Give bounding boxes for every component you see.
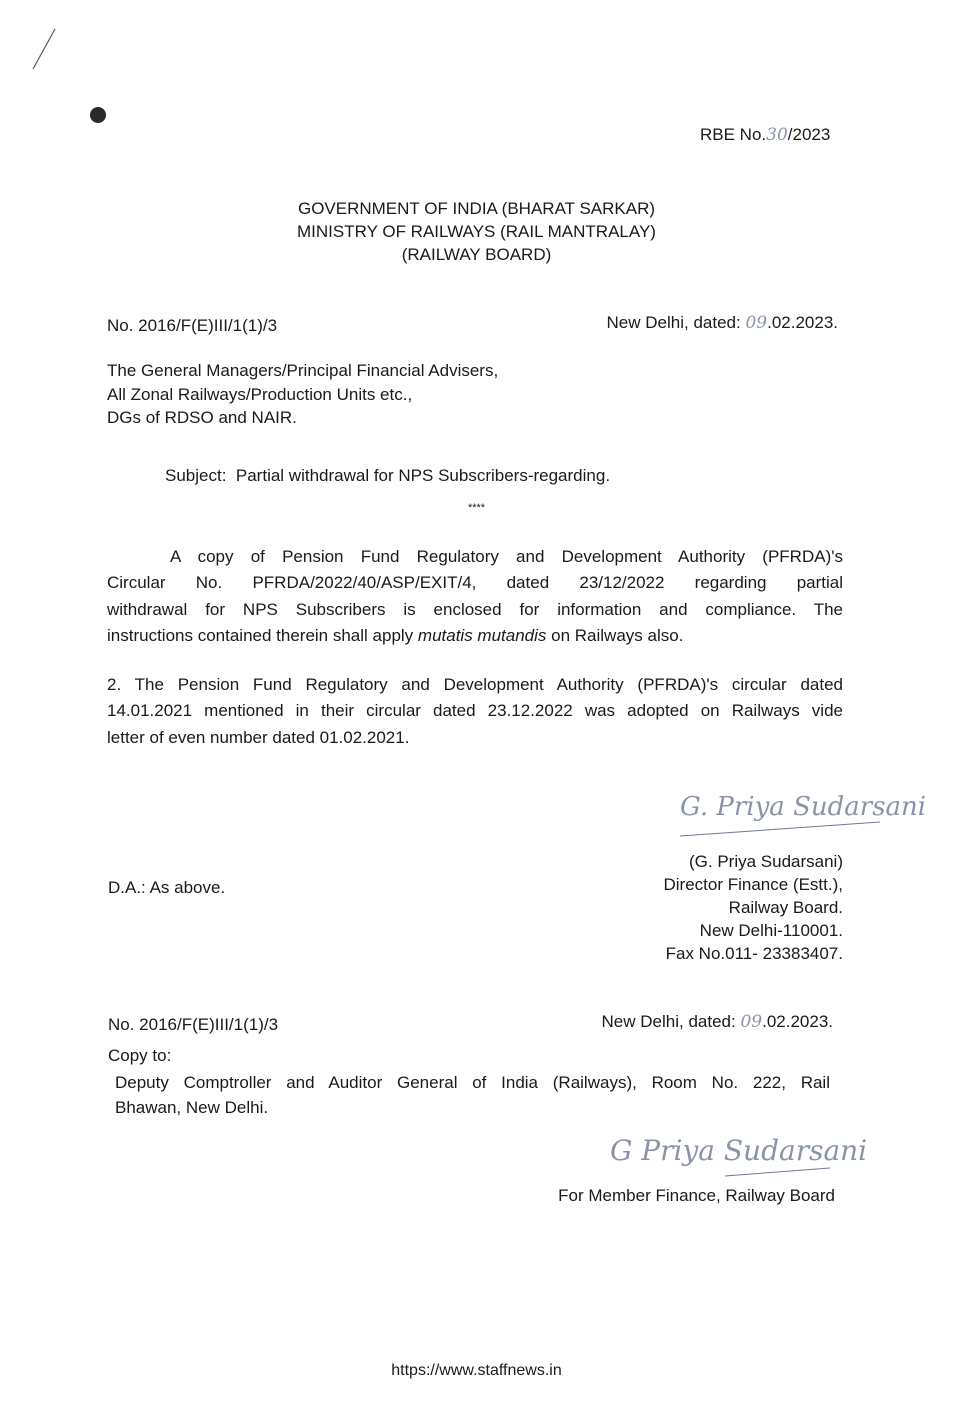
pen-mark	[25, 25, 65, 75]
copy-to-label: Copy to:	[108, 1046, 172, 1065]
copy-date: New Delhi, dated: 09.02.2023.	[601, 1012, 833, 1032]
footer-url[interactable]: https://www.staffnews.in	[391, 1362, 562, 1379]
signature-2: G Priya Sudarsani	[605, 1120, 835, 1180]
enclosure-note: D.A.: As above.	[108, 878, 226, 897]
for-member-finance: For Member Finance, Railway Board	[558, 1186, 835, 1205]
header-line-1: GOVERNMENT OF INDIA (BHARAT SARKAR)	[297, 199, 656, 218]
paragraph-2: 2. The Pension Fund Regulatory and Development Authority (PFRDA)'s circular dated 14.01.2021 mentioned in their circular dated 23.12.2022 was adopted on Railways vide letter of even number dated 01.02.2021.	[107, 675, 843, 747]
addressee-line: All Zonal Railways/Production Units etc.,	[107, 385, 413, 404]
separator: ****	[467, 502, 486, 514]
signatory-office: Railway Board.	[728, 898, 843, 917]
punch-hole	[90, 107, 106, 123]
letter-date: New Delhi, dated: 09.02.2023.	[606, 313, 838, 333]
copy-letter-number: No. 2016/F(E)III/1(1)/3	[108, 1015, 279, 1034]
paragraph-1: A copy of Pension Fund Regulatory and Development Authority (PFRDA)'s Circular No. PFRDA/2022/40/ASP/EXIT/4, dated 23/12/2022 regarding partial withdrawal for NPS Subscribers is enclosed for information and compliance. The instructions contained therein shall apply mutatis mutandis on Railways also.	[107, 547, 843, 645]
signatory-fax: Fax No.011- 23383407.	[665, 944, 843, 963]
header-line-3: (RAILWAY BOARD)	[401, 245, 552, 264]
addressee-line: DGs of RDSO and NAIR.	[107, 408, 297, 427]
rbe-number: RBE No.30/2023	[700, 125, 831, 145]
signature-1: G. Priya Sudarsani	[675, 780, 885, 840]
signatory-designation: Director Finance (Estt.),	[663, 875, 843, 894]
signatory-address: New Delhi-110001.	[699, 921, 843, 940]
copy-recipient: Deputy Comptroller and Auditor General of India (Railways), Room No. 222, Rail	[115, 1073, 830, 1092]
header-line-2: MINISTRY OF RAILWAYS (RAIL MANTRALAY)	[297, 222, 656, 241]
handwritten-number: 30	[766, 125, 788, 145]
addressee-line: The General Managers/Principal Financial Advisers,	[107, 361, 499, 380]
subject: Subject: Partial withdrawal for NPS Subscribers-regarding.	[165, 466, 611, 485]
copy-recipient-address: Bhawan, New Delhi.	[115, 1098, 269, 1117]
signatory-name: (G. Priya Sudarsani)	[689, 852, 843, 871]
letter-number: No. 2016/F(E)III/1(1)/3	[107, 316, 278, 335]
